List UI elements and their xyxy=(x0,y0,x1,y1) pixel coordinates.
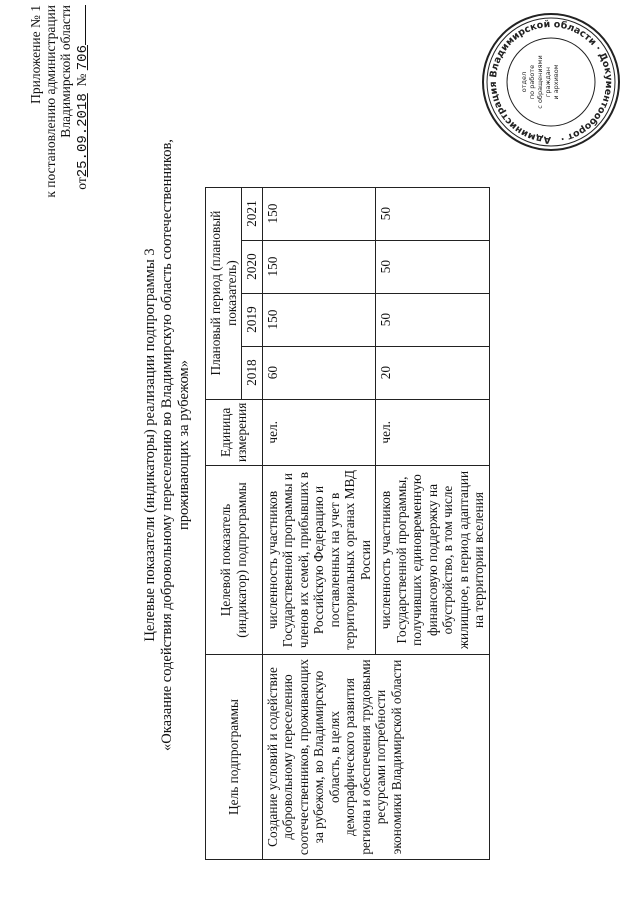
decree-date: 25.09.2018 xyxy=(75,93,91,178)
goal-cell: Создание условий и содействие добровольному переселению соотечественников, проживающих за рубежом, во Владимирскую область, в целях демографического развития региона и обеспечения трудовыми ресурсами потребности экономики Владимирской области xyxy=(262,655,489,860)
header-year: 2019 xyxy=(242,293,263,346)
document-title xyxy=(142,65,193,825)
title-line-3: проживающих за рубежом» xyxy=(176,360,192,530)
appendix-header xyxy=(28,5,91,305)
seal-center-text: отдел по работе с обращениями граждан и архивом xyxy=(520,55,560,109)
value-cell: 150 xyxy=(262,187,376,240)
appendix-region: Владимирской области xyxy=(58,5,73,138)
value-cell: 50 xyxy=(376,187,490,240)
value-cell: 50 xyxy=(376,240,490,293)
number-sign: № xyxy=(74,73,89,87)
indicator-cell: численность участников Государственной программы, получивших единовременную финансовую поддержку на обустройство, в том числе жилищное, в период адаптации на территории вселения xyxy=(376,466,490,655)
header-year: 2020 xyxy=(242,240,263,293)
appendix-date-line xyxy=(73,5,91,305)
value-cell: 50 xyxy=(376,293,490,346)
appendix-reference: к постановлению администрации xyxy=(43,5,58,198)
header-unit: Единица измерения xyxy=(206,399,263,465)
table-row xyxy=(262,187,376,859)
official-seal-stamp xyxy=(480,11,622,153)
header-planned-period: Плановый период (плановый показатель) xyxy=(206,187,242,399)
indicator-cell: численность участников Государственной программы и членов их семей, прибывших в Российскую Федерацию и поставленных на учет в территориальных органах МВД России xyxy=(262,466,376,655)
decree-number: 706 xyxy=(75,45,91,71)
header-indicator: Целевой показатель (индикатор) подпрограммы xyxy=(206,466,263,655)
appendix-number: Приложение № 1 xyxy=(28,5,43,104)
date-prefix: от xyxy=(74,177,89,190)
header-year: 2018 xyxy=(242,346,263,399)
title-line-2: «Оказание содействия добровольному переселению во Владимирскую область соотечественников, xyxy=(159,139,175,751)
indicators-table xyxy=(205,187,490,860)
header-goal: Цель подпрограммы xyxy=(206,655,263,860)
table-header-row xyxy=(206,187,242,859)
title-line-1: Целевые показатели (индикаторы) реализации подпрограммы 3 xyxy=(142,248,158,642)
seal-ring-text: Администрация Владимирской области · Документооборот · xyxy=(487,18,615,146)
unit-cell: чел. xyxy=(376,399,490,465)
unit-cell: чел. xyxy=(262,399,376,465)
header-year: 2021 xyxy=(242,187,263,240)
value-cell: 60 xyxy=(262,346,376,399)
value-cell: 20 xyxy=(376,346,490,399)
value-cell: 150 xyxy=(262,293,376,346)
value-cell: 150 xyxy=(262,240,376,293)
